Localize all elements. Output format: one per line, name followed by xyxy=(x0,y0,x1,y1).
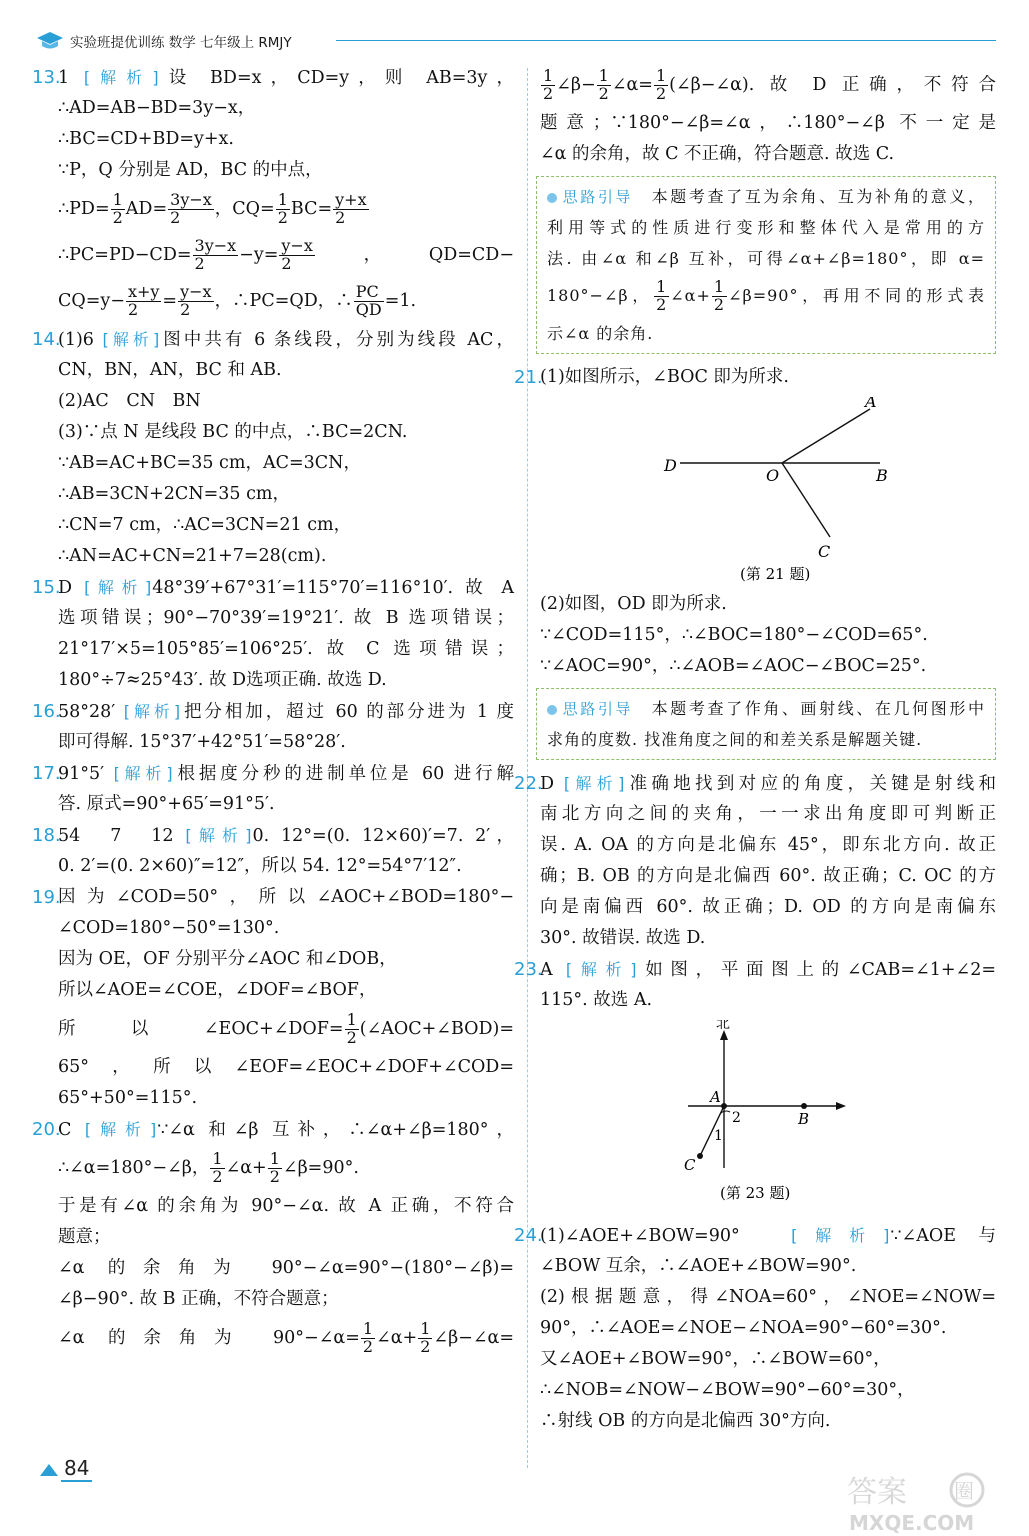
q21-line-2: (2)如图，OD 即为所求. xyxy=(540,594,727,614)
q24-line-2: ∠BOW 互余，∴∠AOE+∠BOW=90°. xyxy=(540,1256,857,1276)
label-O: O xyxy=(766,466,780,485)
fraction: $\frac{1}{2}$ xyxy=(543,66,554,103)
arrow-up-icon xyxy=(40,1464,58,1476)
q19-line-6: 65°，所以∠EOF=∠EOC+∠DOF+∠COD= xyxy=(58,1057,514,1077)
q13-line-4: ∵P，Q 分别是 AD，BC 的中点， xyxy=(58,160,323,180)
figure-21 xyxy=(540,397,996,585)
q19-line-4: 所以∠AOE=∠COE，∠DOF=∠BOF， xyxy=(58,980,377,1000)
q20-line-1: 20. C [ 解析 ] ∵∠α 和∠β 互补，∴∠α+∠β=180°， xyxy=(58,1114,514,1145)
fraction: $\frac{1}{2}$ xyxy=(112,190,123,227)
q24-line-1: 24. (1)∠AOE+∠BOW=90° [ 解析 ] ∵∠AOE 与 xyxy=(540,1220,996,1251)
q23-line-1: 23. A [ 解析 ] 如图，平面图上的∠CAB=∠1+∠2= xyxy=(540,954,996,985)
q17-line-2: 答. 原式=90°+65′=91°5′. xyxy=(58,794,275,814)
fraction: $\frac{1}{2}$ xyxy=(655,66,667,103)
q24-line-5: 又∠AOE+∠BOW=90°，∴∠BOW=60°， xyxy=(540,1349,891,1369)
q14-line-2: CN，BN，AN，BC 和 AB. xyxy=(58,360,282,380)
svg-text:圈: 圈 xyxy=(954,1479,974,1503)
fraction: $\frac{1}{2}$ xyxy=(269,1149,280,1186)
q15-line-4: 180°÷7≈25°43′. 故 D选项正确. 故选 D. xyxy=(58,670,387,690)
q21-line-1: 21. (1)如图所示，∠BOC 即为所求. xyxy=(514,367,789,388)
label-north: 北 xyxy=(716,1020,730,1032)
fraction: $\frac{PC}{QD}$ xyxy=(355,282,382,319)
hint-label: 思路引导 xyxy=(561,188,634,206)
q20-line-7: ∠α 的余角为 90°−∠α= $\frac{1}{2}$ ∠α+ $\frac{1}{2}$ ∠β−∠α= xyxy=(58,1319,514,1356)
figure-23-diagram xyxy=(540,1020,996,1216)
fraction: $\frac{1}{2}$ xyxy=(656,277,668,314)
q14-line-5: ∵AB=AC+BC=35 cm，AC=3CN， xyxy=(58,453,361,473)
q14-line-6: ∴AB=3CN+2CN=35 cm， xyxy=(58,484,291,504)
label-1: 1 xyxy=(714,1128,723,1144)
label-D: D xyxy=(664,456,677,475)
q21-line-4: ∵∠AOC=90°，∴∠AOB=∠AOC−∠BOC=25°. xyxy=(540,656,927,676)
fraction: $\frac{x+y}{2}$ xyxy=(127,282,160,319)
figure-21-diagram xyxy=(540,397,996,585)
fraction: $\frac{3y-x}{2}$ xyxy=(170,190,212,227)
q18-line-1: 18. 54 7 12 [ 解析 ] 0. 12°=(0. 12×60)′=7. 2′， xyxy=(58,820,514,851)
fraction: $\frac{y+x}{2}$ xyxy=(335,190,367,227)
right-column xyxy=(514,62,997,1437)
label-A: A xyxy=(865,397,877,411)
q22-line-6: 30°. 故错误. 故选 D. xyxy=(540,928,706,948)
analysis-tag: [ 解析 ] xyxy=(84,68,160,87)
q24-line-6: ∴∠NOB=∠NOW−∠BOW=90°−60°=30°， xyxy=(540,1380,915,1400)
site-watermark xyxy=(839,1468,1019,1534)
fraction: $\frac{3y-x}{2}$ xyxy=(194,236,237,273)
label-B: B xyxy=(876,466,888,485)
q14-line-7: ∴CN=7 cm，∴AC=3CN=21 cm， xyxy=(58,515,352,535)
q14-line-4: (3)∵点 N 是线段 BC 的中点，∴BC=2CN. xyxy=(58,422,408,442)
fraction: $\frac{y-x}{2}$ xyxy=(180,282,212,319)
q20-cont-line-3: ∠α 的余角，故 C 不正确，符合题意. 故选 C. xyxy=(540,144,895,164)
q15-line-1: 15. D [ 解析 ] 48°39′+67°31′=115°70′=116°10′. 故 A xyxy=(58,572,514,603)
book-title: 实验班提优训练 数学 七年级上 RMJY xyxy=(70,35,292,51)
q20-line-6: ∠β−90°. 故 B 正确，不符合题意； xyxy=(58,1289,339,1309)
q19-line-3: 因为 OE，OF 分别平分∠AOC 和∠DOB， xyxy=(58,949,397,969)
q20-cont-line-1: $\frac{1}{2}$ ∠β− $\frac{1}{2}$ ∠α= $\frac{1}{2}$ (∠β−∠α). 故 D 正确，不符合 xyxy=(543,66,996,103)
q13-line-2: ∴AD=AB−BD=3y−x， xyxy=(58,98,256,118)
hint-box-q20: 思路引导 本题考查了互为余角、互为补角的意义， 利用等式的性质进行变形和整体代入是常用的方 法. 由∠α 和∠β 互补，可得∠α+∠β=180°，即 α= 180°−∠β， $\frac{1}{2}$ ∠α+ $\frac{1}{2}$ ∠β=90°，再用不同的形式表 示∠α 的余角. xyxy=(536,176,996,354)
q24-line-3: (2)根据题意，得∠NOA=60°，∠NOE=∠NOW= xyxy=(540,1287,996,1307)
q19-line-2: ∠COD=180°−50°=130°. xyxy=(58,918,280,938)
q22-line-2: 南北方向之间的夹角，一一求出角度即可判断正 xyxy=(540,804,996,824)
left-column xyxy=(32,62,515,1361)
q19-line-7: 65°+50°=115°. xyxy=(58,1088,198,1108)
q19-line-5: 所以∠EOC+∠DOF= $\frac{1}{2}$ (∠AOC+∠BOD)= xyxy=(58,1010,514,1047)
q15-line-2: 选项错误；90°−70°39′=19°21′. 故 B 选项错误； xyxy=(58,608,514,628)
svg-text:MXQE.COM: MXQE.COM xyxy=(849,1511,975,1534)
q22-line-3: 误. A. OA 的方向是北偏东 45°，即东北方向. 故正 xyxy=(540,835,996,855)
q20-line-5: ∠α 的余角为 90°−∠α=90°−(180°−∠β)= xyxy=(58,1258,514,1278)
q13-line-3: ∴BC=CD+BD=y+x. xyxy=(58,129,234,149)
bulb-icon xyxy=(547,705,557,715)
fraction: $\frac{1}{2}$ xyxy=(598,66,609,103)
q16-line-1: 16. 58°28′ [ 解析 ] 把分相加，超过 60 的部分进为 1 度 xyxy=(58,696,514,727)
q14-line-1: 14. (1)6 [ 解析 ] 图中共有 6 条线段，分别为线段 AC， xyxy=(58,324,514,355)
q22-line-1: 22. D [ 解析 ] 准确地找到对应的角度，关键是射线和 xyxy=(540,768,996,799)
fraction: $\frac{1}{2}$ xyxy=(713,277,726,314)
q19-line-1: 19. 因为∠COD=50°，所以∠AOC+∠BOD=180°− xyxy=(32,887,514,908)
figure-23 xyxy=(540,1020,996,1216)
q16-line-2: 即可得解. 15°37′+42°51′=58°28′. xyxy=(58,732,346,752)
q20-line-4: 题意； xyxy=(58,1227,111,1247)
figure-caption: (第 21 题) xyxy=(740,565,811,583)
page-header xyxy=(36,28,996,54)
label-C: C xyxy=(818,542,831,561)
header-rule xyxy=(336,40,996,41)
q23-line-2: 115°. 故选 A. xyxy=(540,990,653,1010)
svg-text:答案: 答案 xyxy=(847,1475,907,1510)
q22-line-5: 向是南偏西 60°. 故正确；D. OD 的方向是南偏东 xyxy=(540,897,996,917)
q17-line-1: 17. 91°5′ [ 解析 ] 根据度分秒的进制单位是 60 进行解 xyxy=(58,758,514,789)
hint-box-q21: 思路引导 本题考查了作角、画射线、在几何图形中 求角的度数. 找准角度之间的和差关系是解题关键. xyxy=(536,688,996,760)
fraction: $\frac{1}{2}$ xyxy=(362,1319,374,1356)
q13-line-6: ∴PC=PD−CD= $\frac{3y-x}{2}$ −y= $\frac{y-x}{2}$ ，QD=CD− xyxy=(58,236,514,273)
q13-line-5: ∴PD= $\frac{1}{2}$ AD= $\frac{3y-x}{2}$ ，CQ= $\frac{1}{2}$ BC= $\frac{y+x}{2}$ xyxy=(58,190,367,227)
q13-line-1: 13. 1 [ 解析 ] 设 BD=x，CD=y，则 AB=3y， xyxy=(58,62,514,93)
bulb-icon xyxy=(547,193,557,203)
q24-line-4: 90°，∴∠AOE=∠NOE−∠NOA=90°−60°=30°. xyxy=(540,1318,947,1338)
q14-line-8: ∴AN=AC+CN=21+7=28(cm). xyxy=(58,546,327,566)
label-C: C xyxy=(684,1156,696,1174)
q24-line-7: ∴射线 OB 的方向是北偏西 30°方向. xyxy=(540,1411,831,1431)
q20-line-2: ∴∠α=180°−∠β， $\frac{1}{2}$ ∠α+ $\frac{1}{2}$ ∠β=90°. xyxy=(58,1149,359,1186)
label-2: 2 xyxy=(732,1110,741,1126)
fraction: $\frac{1}{2}$ xyxy=(420,1319,431,1356)
q13-line-7: CQ=y− $\frac{x+y}{2}$ = $\frac{y-x}{2}$ ，∴PC=QD，∴ $\frac{PC}{QD}$ =1. xyxy=(58,282,417,319)
q20-cont-line-2: 题意；∵180°−∠β=∠α，∴180°−∠β 不一定是 xyxy=(540,113,996,133)
figure-caption: (第 23 题) xyxy=(720,1184,791,1202)
label-B: B xyxy=(798,1110,810,1128)
q18-line-2: 0. 2′=(0. 2×60)″=12″，所以 54. 12°=54°7′12″. xyxy=(58,856,462,876)
question-number: 13. xyxy=(32,67,61,88)
q15-line-3: 21°17′×5=105°85′=106°25′. 故 C 选项错误； xyxy=(58,639,514,659)
q14-line-3: (2)AC CN BN xyxy=(58,391,201,411)
q22-line-4: 确；B. OB 的方向是北偏西 60°. 故正确；C. OC 的方 xyxy=(540,866,996,886)
graduation-cap-icon xyxy=(36,30,64,52)
fraction: $\frac{y-x}{2}$ xyxy=(281,236,313,273)
q20-line-3: 于是有∠α 的余角为 90°−∠α. 故 A 正确，不符合 xyxy=(58,1196,514,1216)
q21-line-3: ∵∠COD=115°，∴∠BOC=180°−∠COD=65°. xyxy=(540,625,928,645)
fraction: $\frac{1}{2}$ xyxy=(212,1149,223,1186)
label-A: A xyxy=(710,1088,721,1106)
fraction: $\frac{1}{2}$ xyxy=(346,1010,357,1047)
fraction: $\frac{1}{2}$ xyxy=(277,190,288,227)
page-number: 84 xyxy=(40,1456,92,1480)
